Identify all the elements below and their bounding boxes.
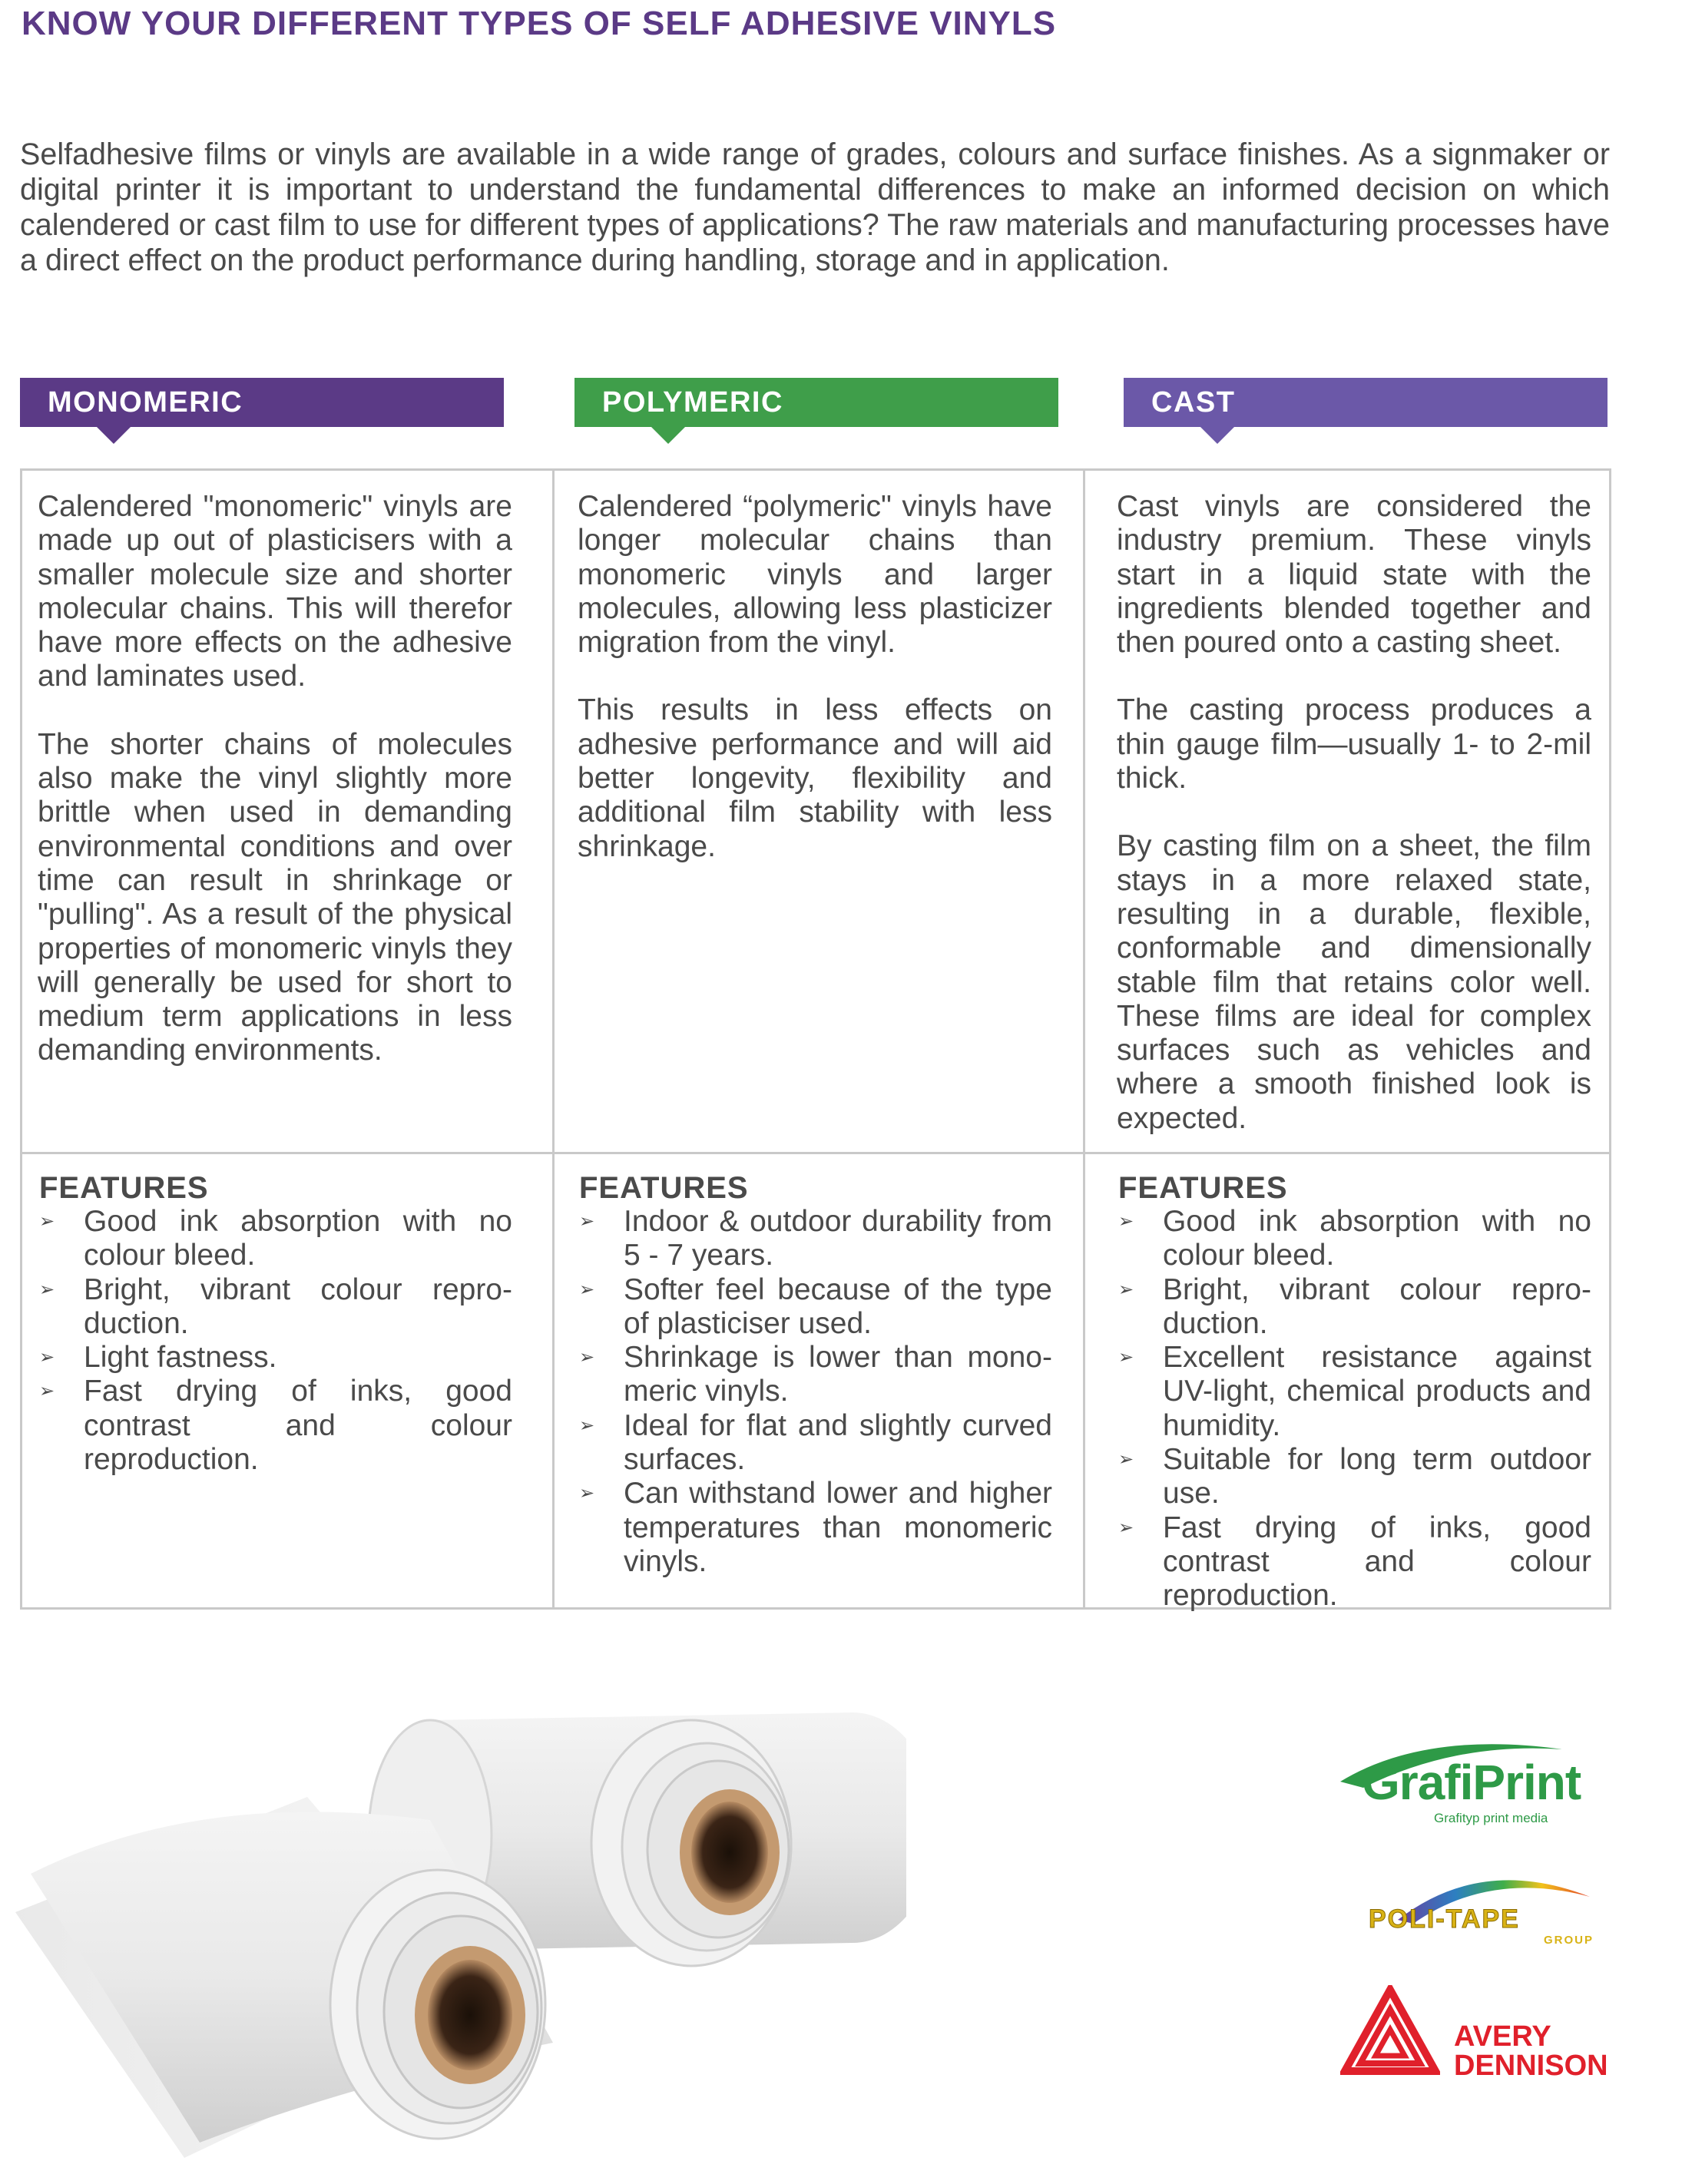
feature-list	[1118, 1205, 1591, 1613]
intro-paragraph: Selfadhesive films or vinyls are available in a wide range of grades, colours and surface finishes. As a signmaker or digital printer it is important to understand the fundamental differences to make an informed decision on which calendered or cast film to use for different types of applications? The raw materials and manufacturing processes have a direct effect on the product performance during handling, storage and in application.	[20, 137, 1610, 277]
feature-item	[579, 1341, 1052, 1409]
arrowhead-bullet-icon: ➢	[579, 1415, 595, 1436]
politape-name: POLI-TAPE	[1369, 1904, 1520, 1934]
polymeric-paragraph: This results in less effects on adhesive performance and will aid better longevity, flexibility and additional film stability with less shrinkage.	[578, 693, 1052, 863]
cast-description	[1117, 490, 1591, 1170]
header-cast	[1124, 378, 1608, 427]
feature-text: Bright, vibrant colour repro-duction.	[84, 1272, 512, 1340]
arrowhead-bullet-icon: ➢	[579, 1211, 595, 1232]
feature-item	[39, 1205, 512, 1273]
feature-text: Fast drying of inks, good contrast and colour reproduction.	[1163, 1511, 1591, 1613]
feature-item	[579, 1477, 1052, 1579]
cast-features	[1118, 1171, 1591, 1613]
cast-paragraph: By casting film on a sheet, the film stays in a more relaxed state, resulting in a durable, flexible, conformable and dimensionally stable film that retains color well. These films are ideal for complex surfaces such as vehicles and where a smooth finished look is expected.	[1117, 829, 1591, 1135]
feature-text: Indoor & outdoor durability from 5 - 7 years.	[624, 1205, 1052, 1272]
column-divider	[1083, 471, 1085, 1607]
grafiprint-name: GrafiPrint	[1362, 1755, 1581, 1810]
feature-text: Shrinkage is lower than mono-meric vinyls.	[624, 1341, 1052, 1408]
feature-text: Light fastness.	[84, 1341, 277, 1375]
avery-line2: DENNISON	[1454, 2050, 1608, 2082]
pointer-icon	[1200, 427, 1234, 444]
feature-item	[1118, 1341, 1591, 1443]
features-title: FEATURES	[1118, 1171, 1288, 1205]
page-title: KNOW YOUR DIFFERENT TYPES OF SELF ADHESIVE VINYLS	[22, 5, 1057, 42]
feature-text: Can withstand lower and higher temperatures than monomeric vinyls.	[624, 1477, 1052, 1578]
header-polymeric	[574, 378, 1058, 427]
feature-item	[39, 1375, 512, 1477]
politape-group: GROUP	[1544, 1934, 1594, 1947]
arrowhead-bullet-icon: ➢	[1118, 1279, 1134, 1300]
feature-text: Good ink absorption with no colour bleed.	[84, 1205, 512, 1272]
feature-item	[579, 1273, 1052, 1342]
arrowhead-bullet-icon: ➢	[1118, 1211, 1134, 1232]
feature-item	[1118, 1443, 1591, 1511]
feature-text: Bright, vibrant colour repro-duction.	[1163, 1272, 1591, 1340]
arrowhead-bullet-icon: ➢	[579, 1279, 595, 1300]
feature-text: Softer feel because of the type of plasticiser used.	[624, 1272, 1052, 1340]
pointer-icon	[97, 427, 131, 444]
feature-text: Good ink absorption with no colour bleed.	[1163, 1205, 1591, 1272]
header-monomeric-label: MONOMERIC	[48, 386, 243, 419]
feature-text: Suitable for long term outdoor use.	[1163, 1443, 1591, 1511]
monomeric-features	[39, 1171, 512, 1477]
feature-text: Ideal for flat and slightly curved surfaces.	[624, 1408, 1052, 1477]
grafiprint-tagline: Grafityp print media	[1434, 1811, 1548, 1825]
arrowhead-bullet-icon: ➢	[1118, 1517, 1134, 1538]
features-title: FEATURES	[39, 1171, 209, 1205]
arrowhead-bullet-icon: ➢	[1118, 1449, 1134, 1471]
monomeric-description	[38, 490, 512, 1102]
avery-dennison-logo	[1340, 1985, 1632, 2085]
features-title: FEATURES	[579, 1171, 749, 1205]
arrowhead-bullet-icon: ➢	[579, 1347, 595, 1368]
vinyl-rolls-image	[0, 1682, 906, 2173]
feature-item	[579, 1409, 1052, 1478]
polymeric-description	[578, 490, 1052, 898]
feature-item	[39, 1273, 512, 1342]
monomeric-paragraph: The shorter chains of molecules also make the vinyl slightly more brittle when used in demanding environmental conditions and over time can result in shrinkage or "pulling". As a result of the physical properties of monomeric vinyls they will generally be used for short to medium term applications in less demanding environments.	[38, 727, 512, 1067]
arrowhead-bullet-icon: ➢	[1118, 1347, 1134, 1368]
feature-item	[579, 1205, 1052, 1273]
avery-line1: AVERY	[1454, 2020, 1551, 2053]
arrowhead-bullet-icon: ➢	[39, 1381, 55, 1402]
arrowhead-bullet-icon: ➢	[39, 1347, 55, 1368]
header-monomeric	[20, 378, 504, 427]
polymeric-features	[579, 1171, 1052, 1579]
header-polymeric-label: POLYMERIC	[602, 386, 783, 419]
feature-item	[39, 1341, 512, 1375]
grafiprint-logo	[1333, 1734, 1598, 1826]
monomeric-paragraph: Calendered "monomeric" vinyls are made up out of plasticisers with a smaller molecule size and shorter molecular chains. This will therefor have more effects on the adhesive and laminates used.	[38, 490, 512, 693]
feature-list	[39, 1205, 512, 1477]
cast-paragraph: The casting process produces a thin gauge film—usually 1- to 2-mil thick.	[1117, 693, 1591, 796]
feature-list	[579, 1205, 1052, 1579]
cast-paragraph: Cast vinyls are considered the industry premium. These vinyls start in a liquid state with the ingredients blended together and then poured onto a casting sheet.	[1117, 490, 1591, 660]
feature-text: Excellent resistance against UV-light, chemical products and humidity.	[1163, 1341, 1591, 1442]
arrowhead-bullet-icon: ➢	[39, 1211, 55, 1232]
comparison-table	[20, 468, 1611, 1613]
avery-triangle-icon	[1340, 1985, 1440, 2077]
header-cast-label: CAST	[1151, 386, 1236, 419]
column-divider	[552, 471, 555, 1607]
arrowhead-bullet-icon: ➢	[579, 1483, 595, 1504]
arrowhead-bullet-icon: ➢	[39, 1279, 55, 1300]
feature-item	[1118, 1511, 1591, 1613]
politape-logo	[1367, 1858, 1605, 1958]
feature-text: Fast drying of inks, good contrast and colour reproduction.	[84, 1375, 512, 1477]
polymeric-paragraph: Calendered “polymeric" vinyls have longer molecular chains than monomeric vinyls and larger molecules, allowing less plasticizer migration from the vinyl.	[578, 490, 1052, 660]
pointer-icon	[651, 427, 685, 444]
feature-item	[1118, 1205, 1591, 1273]
feature-item	[1118, 1273, 1591, 1342]
